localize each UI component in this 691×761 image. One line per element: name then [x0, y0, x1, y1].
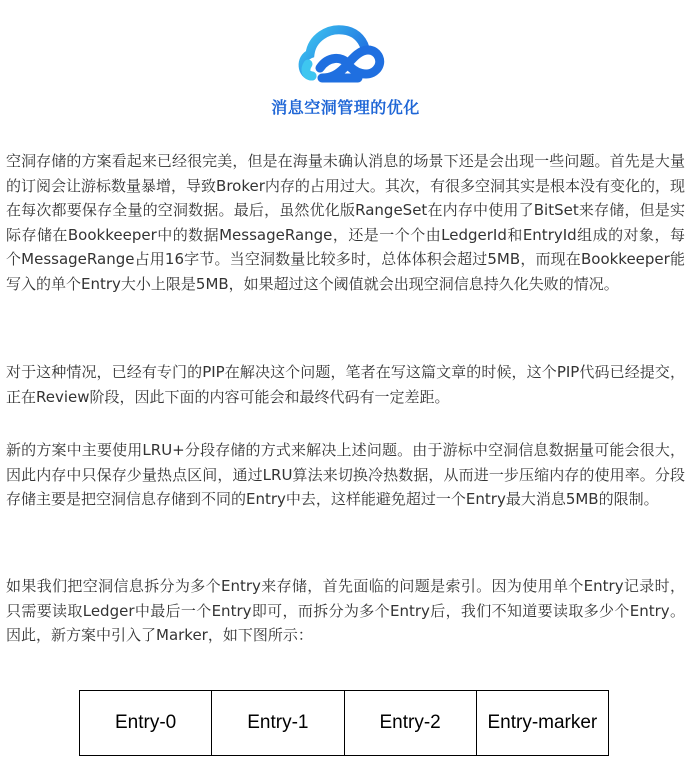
paragraph: 如果我们把空洞信息拆分为多个Entry来存储，首先面临的问题是索引。因为使用单个Entry记录时，只需要读取Ledger中最后一个Entry即可，而拆分为多个Entry后，我们不知道要读取多少个Entry。因此，新方案中引入了Marker，如下图所示：: [6, 577, 685, 644]
entry-cell: Entry-2: [344, 691, 476, 756]
paragraph: 对于这种情况，已经有专门的PIP在解决这个问题，笔者在写这篇文章的时候，这个PIP代码已经提交，正在Review阶段，因此下面的内容可能会和最终代码有一定差距。: [6, 363, 685, 406]
paragraph: 空洞存储的方案看起来已经很完美，但是在海量未确认消息的场景下还是会出现一些问题。首先是大量的订阅会让游标数量暴增，导致Broker内存的占用过大。其次，有很多空洞其实是根本没有变化的，现在每次都要保存全量的空洞数据。最后，虽然优化版RangeSet在内存中使用了BitSet来存储，但是实际存储在Bookkeeper中的数据MessageRange，还是一个个由LedgerId和EntryId组成的对象，每个MessageRange占用16字节。当空洞数量比较多时，总体体积会超过5MB，而现在Bookkeeper能写入的单个Entry大小上限是5MB，如果超过这个阈值就会出现空洞信息持久化失败的情况。: [6, 152, 685, 293]
section-heading: 消息空洞管理的优化: [271, 98, 420, 117]
entry-marker-cell: Entry-marker: [476, 691, 608, 756]
entry-diagram: [79, 690, 609, 756]
entry-row: [80, 691, 609, 756]
cloud-logo-icon: [298, 18, 388, 86]
paragraph: 新的方案中主要使用LRU+分段存储的方式来解决上述问题。由于游标中空洞信息数据量可能会很大，因此内存中只保存少量热点区间，通过LRU算法来切换冷热数据，从而进一步压缩内存的使用率。分段存储主要是把空洞信息存储到不同的Entry中去，这样能避免超过一个Entry最大消息5MB的限制。: [6, 441, 685, 508]
entry-cell: Entry-1: [212, 691, 344, 756]
entry-cell: Entry-0: [80, 691, 212, 756]
